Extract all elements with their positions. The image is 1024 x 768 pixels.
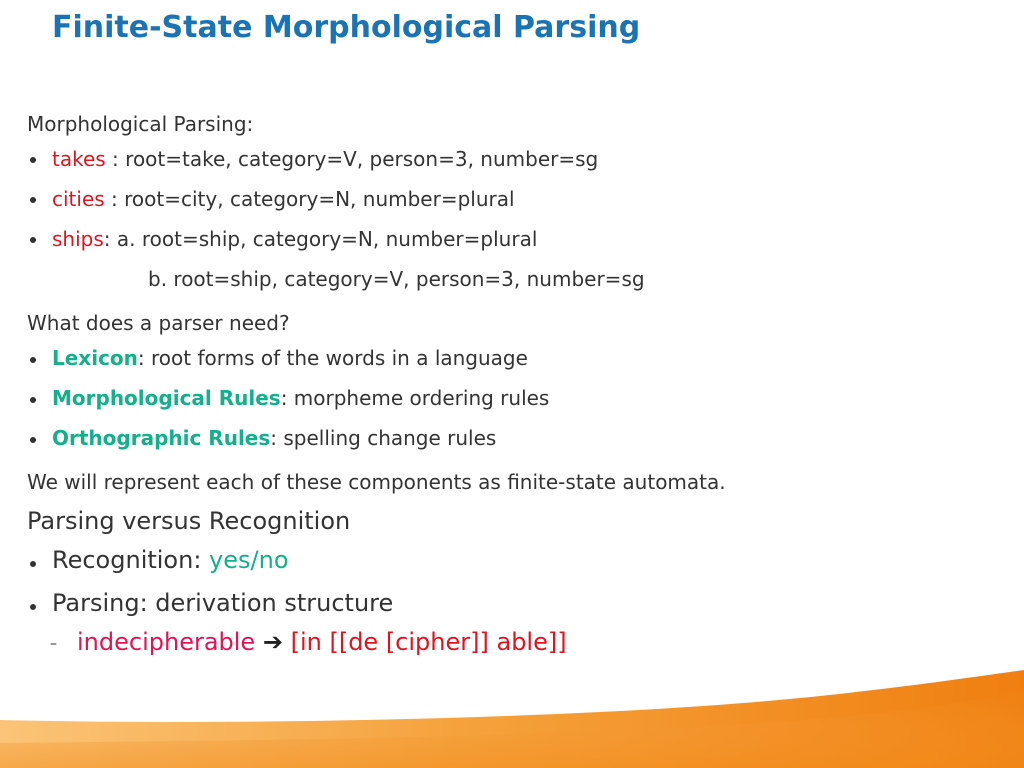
item-description: a. root=ship, category=N, number=plural [116,227,538,251]
list-item-morphological-rules [52,386,549,410]
bullet-icon [30,437,36,443]
item-description: root=take, category=V, person=3, number=sg [125,147,599,171]
summary-text: We will represent each of these components as finite-state automata. [27,470,726,494]
example-structure: [in [[de [cipher]] able]] [290,628,567,656]
section-heading-parsing-vs-recognition: Parsing versus Recognition [27,507,351,535]
list-item-lexicon [52,346,528,370]
list-item-recognition [52,546,289,574]
list-item-parsing: Parsing: derivation structure [52,589,394,617]
list-item-takes [52,147,598,171]
slide-title: Finite-State Morphological Parsing [52,10,641,45]
item-description: root=city, category=N, number=plural [124,187,515,211]
section-heading-morphological-parsing: Morphological Parsing: [27,112,254,136]
bullet-icon [30,157,36,163]
example-word: indecipherable [77,628,256,656]
separator: : [105,147,126,171]
term-orthographic-rules: Orthographic Rules [52,426,271,450]
recognition-value: yes/no [209,546,289,574]
word-cities: cities [52,187,105,211]
footer-wave-decoration [0,648,1024,768]
list-item-cities [52,187,515,211]
list-item-ships [52,227,537,251]
separator: : [104,187,125,211]
item-description: : spelling change rules [270,426,497,450]
bullet-icon [30,397,36,403]
term-morphological-rules: Morphological Rules [52,386,281,410]
separator: : [103,227,117,251]
right-arrow-icon: ➔ [262,628,283,656]
word-takes: takes [52,147,106,171]
item-description: : root forms of the words in a language [137,346,528,370]
term-lexicon: Lexicon [52,346,138,370]
bullet-icon [30,561,36,567]
recognition-label: Recognition: [52,546,210,574]
list-item-orthographic-rules [52,426,496,450]
section-heading-parser-needs: What does a parser need? [27,311,290,335]
ships-alternative-b: b. root=ship, category=V, person=3, number=sg [148,267,645,291]
bullet-icon [30,197,36,203]
bullet-icon [30,604,36,610]
sub-bullet-dash: – [50,636,57,652]
bullet-icon [30,237,36,243]
bullet-icon [30,357,36,363]
item-description: : morpheme ordering rules [280,386,550,410]
word-ships: ships [52,227,104,251]
